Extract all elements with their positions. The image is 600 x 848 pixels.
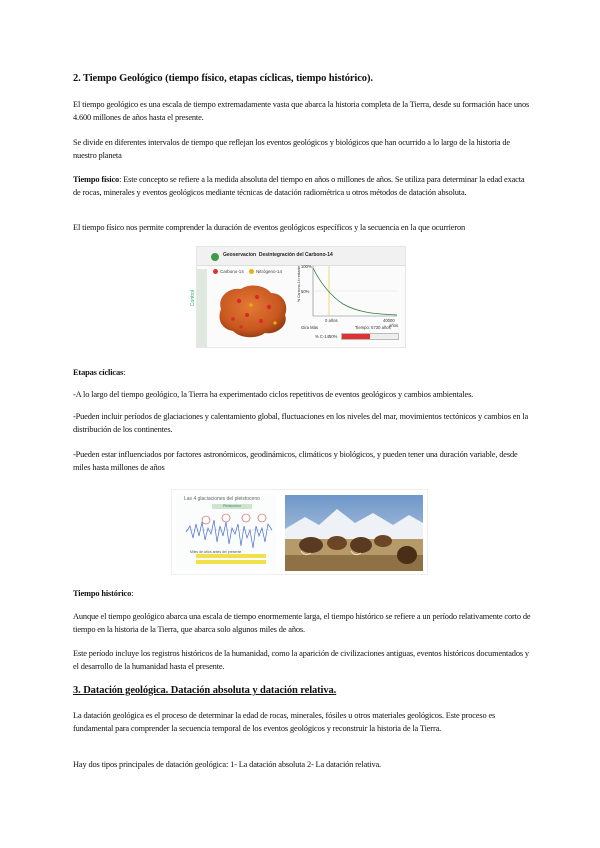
figure-title-text: Desintegración del Carbono-14	[258, 252, 333, 258]
paragraph-intro: El tiempo geológico es una escala de tiempo extremadamente vasta que abarca la historia completa de la Tierra, desde su formación hace unos 4.600 millones de años hasta el presente.	[73, 100, 530, 122]
historical-time-label: Tiempo histórico	[73, 589, 132, 598]
y-mid-label: 50%	[301, 289, 310, 294]
figure-brand: Geoservacion	[223, 252, 257, 258]
rock-sample-image	[211, 279, 295, 341]
physical-time-text: : Este concepto se refiere a la medida absoluta del tiempo en años o millones de años. Se utiliza para determinar la edad exacta de rocas, minerales y eventos geológicos mediante técnicas de datación radiométrica u otros métodos de datación absoluta.	[73, 175, 525, 197]
cyclic-stages-heading: Etapas cíclicas:	[73, 368, 126, 377]
x-start-label: 0 años	[325, 318, 338, 323]
cyclic-stages-label: Etapas cíclicas	[73, 368, 124, 377]
c14-meter-fill	[342, 334, 370, 339]
x-unit-label: años	[389, 323, 399, 328]
section2-heading: 2. Tiempo Geológico (tiempo físico, etapas cíclicas, tiempo histórico).	[73, 73, 373, 84]
cyclic-item-2: -Pueden incluir períodos de glaciaciones y calentamiento global, fluctuaciones en los niveles del mar, movimientos tectónicos y cambios en la distribución de los continentes.	[73, 412, 529, 434]
mammoths-illustration	[285, 495, 423, 571]
dating-paragraph-2: Hay dos tipos principales de datación geológica: 1- La datación absoluta 2- La datación relativa.	[73, 760, 382, 769]
paragraph-physical-time	[73, 174, 533, 199]
legend-carbon-dot	[213, 269, 218, 274]
cyclic-item-1: -A lo largo del tiempo geológico, la Tierra ha experimentado ciclos repetitivos de eventos geológicos y cambios ambientales.	[73, 390, 474, 399]
x-end-label: 40000	[383, 318, 395, 323]
readout-left[interactable]: Gira Más	[301, 325, 318, 330]
meter-value: 50%	[329, 334, 338, 339]
paragraph-physical-time-2: El tiempo físico nos permite comprender la duración de eventos geológicos específicos y la secuencia en la que ocurrieron	[73, 223, 466, 232]
glaciations-chart-title: Las 4 glaciaciones del pleistoceno	[184, 496, 260, 502]
glaciations-figure	[171, 489, 428, 575]
historical-paragraph-2: Este período incluye los registros históricos de la humanidad, como la aparición de civilizaciones antiguas, eventos históricos documentados y el desarrollo de la humanidad hasta el presente.	[73, 649, 529, 671]
glaciations-chart-stage: Pleistoceno	[212, 504, 252, 509]
cyclic-item-3: -Pueden estar influenciados por factores astronómicos, geodinámicos, climáticos y biológicos, y pueden tener una duración variable, desde miles hasta millones de años	[73, 450, 518, 472]
legend-nitrogen-label: Nitrógeno-14	[256, 269, 283, 274]
paragraph-divisions: Se divide en diferentes intervalos de tiempo que reflejan los eventos geológicos y biológicos que han ocurrido a lo largo de la historia de nuestro planeta	[73, 138, 510, 160]
legend-carbon-label: Carbono-14	[220, 269, 244, 274]
legend-nitrogen	[249, 269, 282, 274]
legend-nitrogen-dot	[249, 269, 254, 274]
temperature-curve-svg	[176, 508, 276, 568]
side-tab-label: Control	[190, 289, 197, 307]
legend-carbon	[213, 269, 244, 274]
carbon-decay-figure	[190, 246, 406, 348]
historical-paragraph-1: Aunque el tiempo geológico abarca una escala de tiempo enormemente larga, el tiempo histórico se refiere a un período relativamente corto de tiempo en la historia de la Tierra, que abarca solo algunos miles de años.	[73, 612, 531, 634]
meter-label: % C-14:	[315, 334, 331, 339]
section3-heading: 3. Datación geológica. Datación absoluta y datación relativa.	[73, 685, 337, 696]
brand-logo-icon	[211, 253, 219, 261]
dating-paragraph-1: La datación geológica es el proceso de determinar la edad de rocas, minerales, fósiles u otros materiales geológicos. Este proceso es fundamental para comprender la secuencia temporal de los eventos geológicos y reconstruir la historia de la Tierra.	[73, 711, 496, 733]
readout-right: Tiempo: 5730 años	[355, 325, 391, 330]
y-top-label: 100%	[301, 264, 312, 269]
y-axis-label: % Carbono-14 restante	[297, 265, 301, 302]
side-tab[interactable]	[197, 269, 207, 347]
glaciations-chart	[176, 494, 276, 570]
figure-title	[223, 252, 333, 258]
c14-meter	[341, 333, 399, 340]
physical-time-label: Tiempo físico	[73, 175, 120, 184]
historical-time-heading: Tiempo histórico:	[73, 589, 134, 598]
glaciations-axis-label: Miles de años antes del presente	[190, 550, 242, 554]
